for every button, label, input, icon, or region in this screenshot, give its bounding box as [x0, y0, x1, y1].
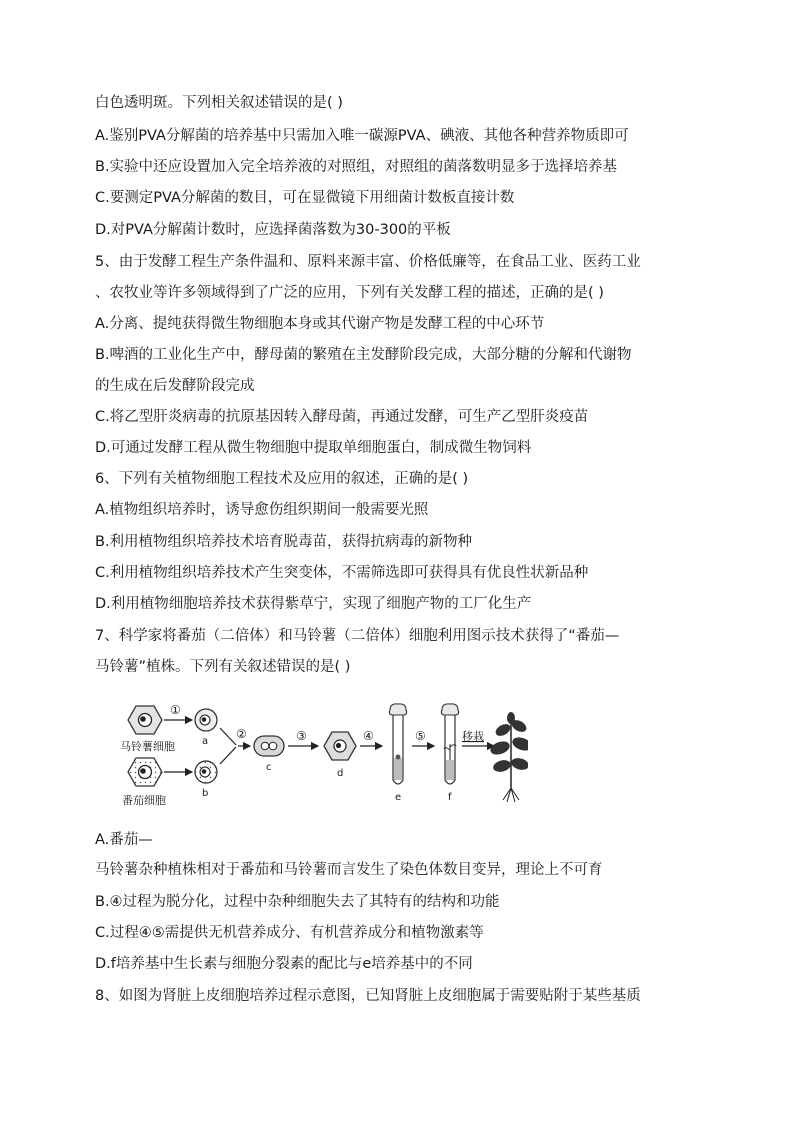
- label-b: b: [202, 788, 209, 799]
- option-6d: D.利用植物细胞培养技术获得紫草宁，实现了细胞产物的工厂化生产: [95, 596, 532, 612]
- option-7c: C.过程④⑤需提供无机营养成分、有机营养成分和植物激素等: [95, 925, 484, 941]
- tomato-cell: [128, 758, 162, 786]
- question-5-stem: 5、由于发酵工程生产条件温和、原料来源丰富、价格低廉等，在食品工业、医药工业: [95, 254, 641, 270]
- label-a: a: [202, 736, 209, 747]
- option-7b: B.④过程为脱分化，过程中杂种细胞失去了其特有的结构和功能: [95, 894, 500, 910]
- hybrid-plant: [489, 712, 528, 802]
- test-tube-f: [441, 704, 458, 784]
- option-5b-cont: 的生成在后发酵阶段完成: [95, 378, 255, 394]
- protoplast-b: [195, 761, 217, 783]
- tomato-cell-label: 番茄细胞: [122, 794, 166, 807]
- option-5c: C.将乙型肝炎病毒的抗原基因转入酵母菌，再通过发酵，可生产乙型肝炎疫苗: [95, 409, 589, 425]
- option-5d: D.可通过发酵工程从微生物细胞中提取单细胞蛋白，制成微生物饲料: [95, 440, 532, 456]
- question-6-stem: 6、下列有关植物细胞工程技术及应用的叙述，正确的是( ): [95, 471, 469, 487]
- transplant-label: 移栽: [462, 730, 484, 743]
- somatic-hybridization-diagram: [118, 700, 528, 812]
- option-5b: B.啤酒的工业化生产中，酵母菌的繁殖在主发酵阶段完成，大部分糖的分解和代谢物: [95, 347, 632, 363]
- question-7-stem-cont: 马铃薯”植株。下列有关叙述错误的是( ): [95, 659, 351, 675]
- step-5-label: ⑤: [415, 729, 426, 743]
- step-1-label: ①: [170, 703, 181, 717]
- question-5-stem-cont: 、农牧业等许多领域得到了广泛的应用，下列有关发酵工程的描述，正确的是( ): [95, 285, 604, 301]
- question-7-stem: 7、科学家将番茄（二倍体）和马铃薯（二倍体）细胞利用图示技术获得了“番茄—: [95, 628, 620, 644]
- option-5a: A.分离、提纯获得微生物细胞本身或其代谢产物是发酵工程的中心环节: [95, 316, 545, 332]
- option-4d: D.对PVA分解菌计数时，应选择菌落数为30-300的平板: [95, 222, 451, 238]
- option-7a: A.番茄—: [95, 832, 153, 848]
- potato-cell-label: 马铃薯细胞: [120, 740, 175, 753]
- option-4a: A.鉴别PVA分解菌的培养基中只需加入唯一碳源PVA、碘液、其他各种营养物质即可: [95, 128, 629, 144]
- test-tube-e: [389, 704, 406, 784]
- step-3-label: ③: [296, 729, 307, 743]
- option-4c: C.要测定PVA分解菌的数目，可在显微镜下用细菌计数板直接计数: [95, 190, 515, 206]
- label-d: d: [337, 768, 344, 779]
- option-7d: D.f培养基中生长素与细胞分裂素的配比与e培养基中的不同: [95, 956, 473, 972]
- label-e: e: [395, 792, 402, 803]
- label-f: f: [448, 792, 452, 803]
- fusing-cell-c: [254, 736, 284, 756]
- option-6a: A.植物组织培养时，诱导愈伤组织期间一般需要光照: [95, 502, 429, 518]
- option-6c: C.利用植物组织培养技术产生突变体，不需筛选即可获得具有优良性状新品种: [95, 565, 589, 581]
- label-c: c: [266, 762, 272, 773]
- hybrid-cell-d: [324, 732, 356, 760]
- option-6b: B.利用植物组织培养技术培育脱毒苗，获得抗病毒的新物种: [95, 534, 473, 550]
- step-4-label: ④: [363, 729, 374, 743]
- text-line: 白色透明斑。下列相关叙述错误的是( ): [95, 95, 343, 111]
- option-7a-cont: 马铃薯杂种植株相对于番茄和马铃薯而言发生了染色体数目变异，理论上不可育: [95, 862, 603, 878]
- option-4b: B.实验中还应设置加入完全培养液的对照组，对照组的菌落数明显多于选择培养基: [95, 159, 618, 175]
- question-8-stem: 8、如图为肾脏上皮细胞培养过程示意图，已知肾脏上皮细胞属于需要贴附于某些基质: [95, 988, 641, 1004]
- protoplast-a: [195, 709, 217, 731]
- step-2-label: ②: [236, 727, 247, 741]
- potato-cell: [128, 706, 162, 734]
